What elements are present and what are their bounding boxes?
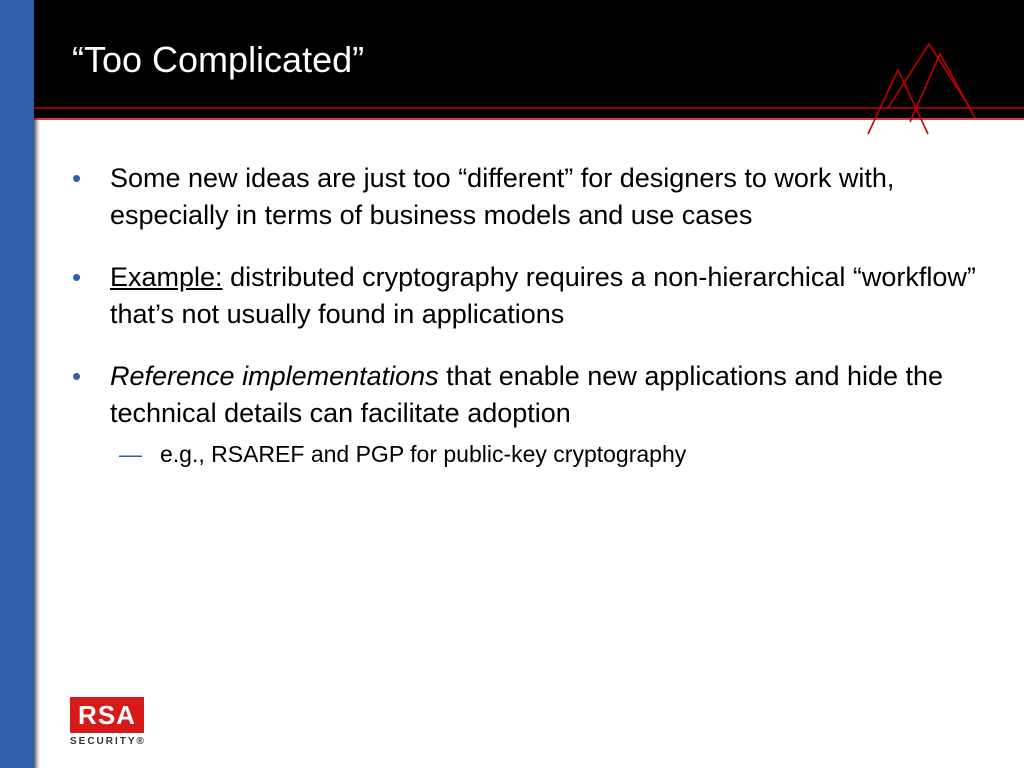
- bullet-emphasis: Reference implementations: [110, 361, 439, 391]
- bullet-text: distributed cryptography requires a non-hierarchical “workflow” that’s not usually found in applications: [110, 262, 976, 329]
- logo-mark: RSA: [70, 697, 144, 733]
- bullet-text: that enable new applications and hide the technical details can facilitate adoption: [110, 361, 944, 428]
- sub-bullet-item: [72, 439, 992, 469]
- logo-subtitle: SECURITY®: [70, 736, 146, 747]
- bullet-dot-icon: •: [72, 361, 82, 391]
- bullet-label: Example:: [110, 262, 223, 292]
- slide-title: “Too Complicated”: [72, 39, 365, 80]
- bullet-item: [72, 358, 992, 432]
- bullet-item: [72, 160, 992, 234]
- bullet-text: Some new ideas are just too “different” for designers to work with, especially in terms of business models and use cases: [110, 163, 895, 230]
- bullet-dot-icon: •: [72, 163, 82, 193]
- sub-bullet-text: e.g., RSAREF and PGP for public-key cryptography: [160, 441, 687, 467]
- bullet-item: [72, 259, 992, 333]
- slide-body: [72, 160, 992, 469]
- dash-icon: —: [119, 441, 142, 467]
- rsa-security-logo: [70, 697, 152, 753]
- bullet-dot-icon: •: [72, 262, 82, 292]
